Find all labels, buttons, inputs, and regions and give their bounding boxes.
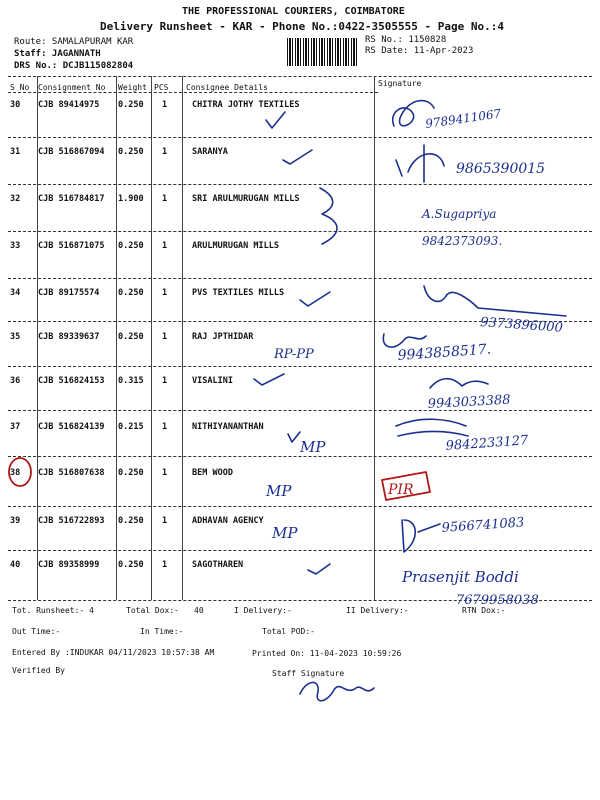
- row-sno: 34: [10, 288, 21, 298]
- handwritten-name: A.Sugapriya: [422, 207, 497, 221]
- row-weight: 0.250: [118, 288, 144, 298]
- row-consignee: BEM WOOD: [192, 468, 233, 478]
- row-sno: 40: [10, 560, 21, 570]
- handwritten-phone: 9865390015: [456, 161, 546, 177]
- printed-on: Printed On: 11-04-2023 10:59:26: [252, 649, 402, 658]
- col-signature: Signature: [378, 79, 422, 88]
- handwritten-phone: 9566741083: [441, 515, 525, 536]
- row-weight: 0.250: [118, 468, 144, 478]
- row-sno: 30: [10, 100, 21, 110]
- row-weight: 1.900: [118, 194, 144, 204]
- handwritten-note: MP: [272, 524, 298, 542]
- checkmark-icon: [308, 564, 330, 574]
- entered-by: Entered By :INDUKAR 04/11/2023 10:57:38 AM: [12, 648, 215, 657]
- row-consignee: SARANYA: [192, 147, 228, 157]
- row-consignment: CJB 89414975: [38, 100, 100, 110]
- checkmark-icon: [288, 432, 300, 442]
- checkmark-icon: [266, 112, 285, 128]
- checkmark-icon: [254, 374, 284, 385]
- ii-delivery: II Delivery:-: [346, 606, 409, 615]
- rs-date: RS Date: 11-Apr-2023: [365, 46, 474, 56]
- rtn-dox: RTN Dox:-: [462, 606, 506, 615]
- circle-mark: [9, 458, 31, 486]
- row-consignee: SRI ARULMURUGAN MILLS: [192, 194, 300, 204]
- row-sno: 36: [10, 376, 21, 386]
- row-weight: 0.250: [118, 241, 144, 251]
- row-pcs: 1: [162, 241, 168, 251]
- row-pcs: 1: [162, 422, 168, 432]
- row-sno: 33: [10, 241, 21, 251]
- handwritten-phone: 7679958038: [456, 593, 539, 608]
- handwritten-phone: 9789411067: [424, 106, 503, 131]
- total-dox-value: 40: [194, 606, 204, 615]
- row-consignee: ADHAVAN AGENCY: [192, 516, 264, 526]
- row-consignment: CJB 89339637: [38, 332, 100, 342]
- row-sno: 31: [10, 147, 21, 157]
- row-consignment: CJB 516722893: [38, 516, 105, 526]
- handwritten-pir: PIR: [388, 482, 414, 498]
- row-consignment: CJB 516807638: [38, 468, 105, 478]
- row-pcs: 1: [162, 100, 168, 110]
- row-pcs: 1: [162, 194, 168, 204]
- row-consignment: CJB 516824153: [38, 376, 105, 386]
- row-consignee: PVS TEXTILES MILLS: [192, 288, 285, 298]
- row-consignee: VISALINI: [192, 376, 233, 386]
- row-weight: 0.250: [118, 147, 144, 157]
- checkmark-icon: [300, 292, 330, 306]
- handwritten-phone: 9943033388: [427, 392, 511, 412]
- row-pcs: 1: [162, 288, 168, 298]
- handwritten-phone: 9373896000: [479, 315, 564, 336]
- row-weight: 0.250: [118, 332, 144, 342]
- in-time: In Time:-: [140, 627, 184, 636]
- row-pcs: 1: [162, 468, 168, 478]
- row-weight: 0.250: [118, 100, 144, 110]
- row-sno: 38: [10, 468, 21, 478]
- signature-scribble: [402, 520, 440, 552]
- row-weight: 0.315: [118, 376, 144, 386]
- signature-scribble: [424, 286, 566, 316]
- handwritten-note: MP: [266, 482, 292, 500]
- drs-number: DRS No.: DCJB115082804: [14, 61, 134, 71]
- rs-number: RS No.: 1150828: [365, 35, 447, 45]
- handwritten-note: MP: [300, 438, 326, 456]
- route-label: Route: SAMALAPURAM KAR: [14, 37, 134, 47]
- row-sno: 32: [10, 194, 21, 204]
- row-pcs: 1: [162, 560, 168, 570]
- row-sno: 39: [10, 516, 21, 526]
- handwritten-phone: 9842233127: [445, 433, 529, 454]
- row-consignment: CJB 516867094: [38, 147, 105, 157]
- row-pcs: 1: [162, 376, 168, 386]
- row-weight: 0.250: [118, 560, 144, 570]
- row-pcs: 1: [162, 147, 168, 157]
- signature-scribble: [383, 334, 426, 347]
- row-consignee: NITHIYANANTHAN: [192, 422, 264, 432]
- handwritten-name: Prasenjit Boddi: [402, 568, 519, 586]
- col-sno: S No: [10, 83, 30, 92]
- total-pod: Total POD:-: [262, 627, 315, 636]
- row-weight: 0.250: [118, 516, 144, 526]
- col-consignment: Consignment No: [38, 83, 106, 92]
- tot-runsheet: Tot. Runsheet:- 4: [12, 606, 94, 615]
- col-pcs: PCS: [154, 83, 169, 92]
- brace-mark: [320, 188, 337, 244]
- row-consignment: CJB 516784817: [38, 194, 105, 204]
- staff-signature-scribble: [300, 682, 374, 700]
- col-consignee: Consignee Details: [186, 83, 268, 92]
- signature-scribble: [396, 145, 444, 182]
- row-weight: 0.215: [118, 422, 144, 432]
- handwritten-note: RP-PP: [274, 347, 314, 362]
- out-time: Out Time:-: [12, 627, 61, 636]
- row-sno: 37: [10, 422, 21, 432]
- total-dox-label: Total Dox:-: [126, 606, 179, 615]
- i-delivery: I Delivery:-: [234, 606, 292, 615]
- row-sno: 35: [10, 332, 21, 342]
- handwritten-phone: 9943858517.: [397, 341, 492, 364]
- checkmark-icon: [283, 150, 312, 164]
- row-pcs: 1: [162, 332, 168, 342]
- row-consignment: CJB 89175574: [38, 288, 100, 298]
- row-consignment: CJB 516824139: [38, 422, 105, 432]
- row-consignee: CHITRA JOTHY TEXTILES: [192, 100, 300, 110]
- row-consignment: CJB 89358999: [38, 560, 100, 570]
- row-consignee: RAJ JPTHIDAR: [192, 332, 254, 342]
- row-pcs: 1: [162, 516, 168, 526]
- company-name: THE PROFESSIONAL COURIERS, COIMBATORE: [182, 6, 405, 17]
- runsheet-title: Delivery Runsheet - KAR - Phone No.:0422-3505555 - Page No.:4: [100, 20, 504, 33]
- handwritten-phone: 9842373093.: [422, 234, 503, 248]
- row-consignee: SAGOTHAREN: [192, 560, 244, 570]
- strikethrough-signature: [396, 419, 468, 436]
- staff-label: Staff: JAGANNATH: [14, 49, 101, 59]
- signature-scribble: [430, 379, 488, 388]
- col-weight: Weight: [118, 83, 147, 92]
- row-consignee: ARULMURUGAN MILLS: [192, 241, 279, 251]
- row-consignment: CJB 516871075: [38, 241, 105, 251]
- verified-by: Verified By: [12, 666, 65, 675]
- staff-signature-label: Staff Signature: [272, 669, 345, 678]
